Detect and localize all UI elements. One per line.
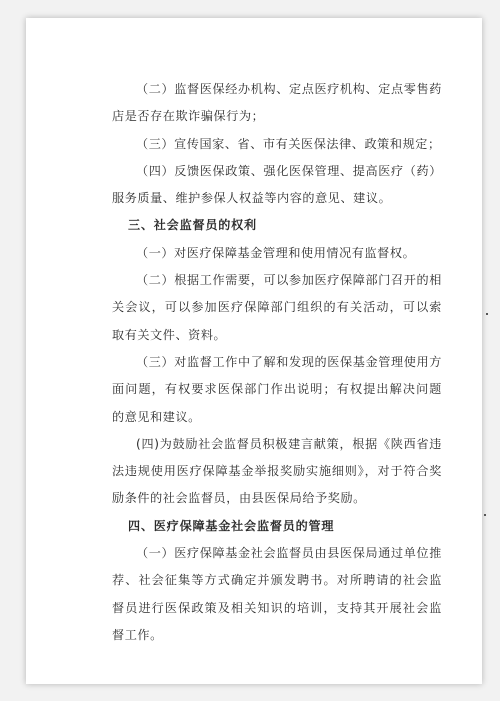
paragraph-right-4: (四)为鼓励社会监督员积极建言献策，根据《陕西省违法违规使用医疗保障基金举报奖励实施细则》，对于符合奖励条件的社会监督员，由县医保局给予奖励。 [112,436,442,506]
scan-speck [486,313,488,315]
document-page [26,18,482,684]
section-heading-management: 四、医疗保障基金社会监督员的管理 [128,518,335,533]
document-body [112,76,442,649]
paragraph-duty-4: （四）反馈医保政策、强化医保管理、提高医疗（药）服务质量、维护参保人权益等内容的意见、建议。 [112,163,442,206]
paragraph-right-3: （三）对监督工作中了解和发现的医保基金管理使用方面问题，有权要求医保部门作出说明；有权提出解决问题的意见和建议。 [112,354,442,424]
paragraph-right-2: （二）根据工作需要，可以参加医疗保障部门召开的相关会议，可以参加医疗保障部门组织的有关活动，可以索取有关文件、资料。 [112,273,442,342]
paragraph-duty-2: （二）监督医保经办机构、定点医疗机构、定点零售药店是否存在欺诈骗保行为； [112,82,442,124]
paragraph-management-1: （一）医疗保障基金社会监督员由县医保局通过单位推荐、社会征集等方式确定并颁发聘书。对所聘请的社会监督员进行医保政策及相关知识的培训，支持其开展社会监督工作。 [112,546,442,642]
section-heading-rights: 三、社会监督员的权利 [128,218,257,233]
scan-speck [484,514,486,516]
paragraph-duty-3: （三）宣传国家、省、市有关医保法律、政策和规定； [136,136,441,151]
paragraph-right-1: （一）对医疗保障基金管理和使用情况有监督权。 [136,245,416,260]
